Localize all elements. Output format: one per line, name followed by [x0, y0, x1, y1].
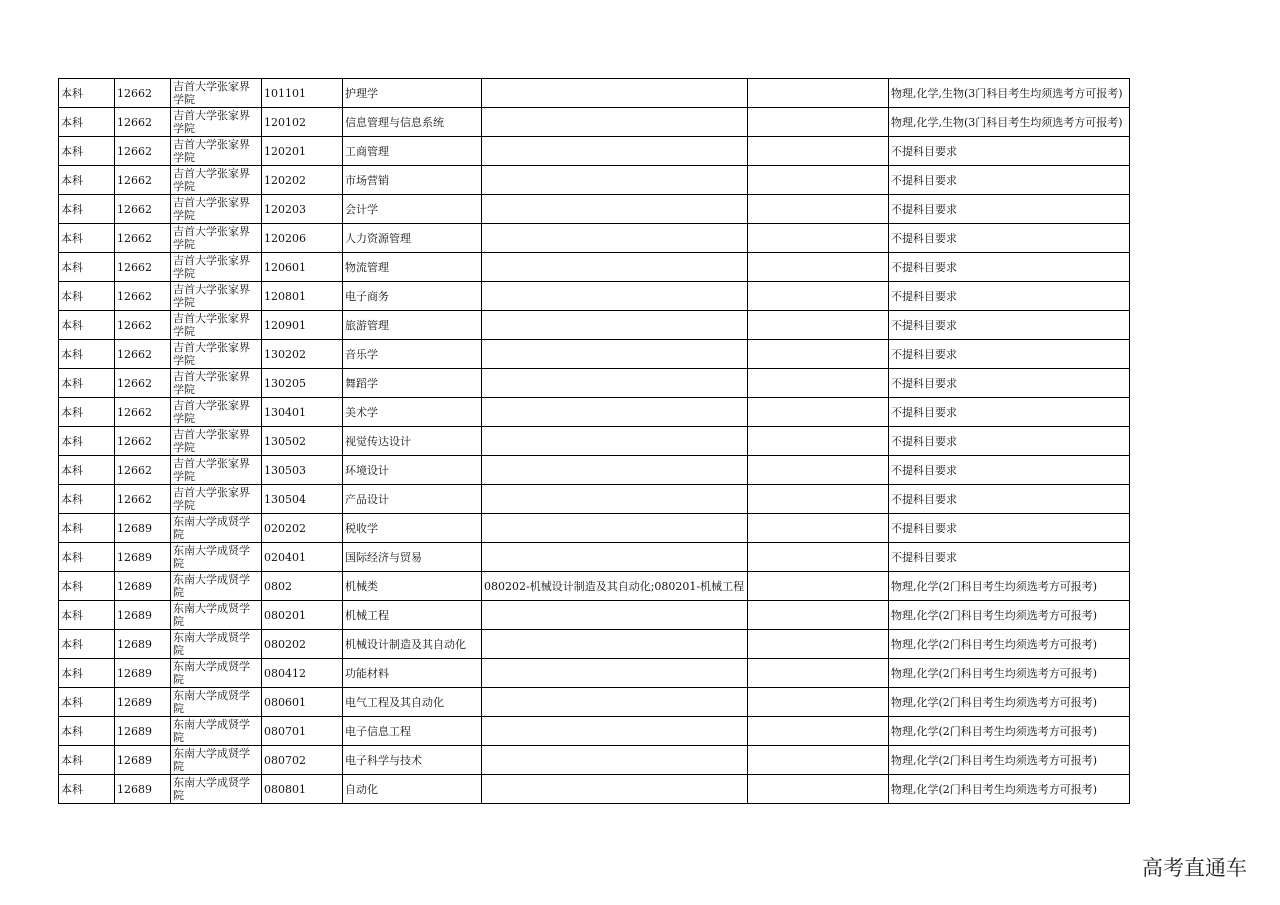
cell-major-code: 120206: [262, 224, 343, 253]
cell-level: 本科: [59, 717, 115, 746]
cell-major-name: 工商管理: [343, 137, 482, 166]
cell-major-code: 080801: [262, 775, 343, 804]
cell-major-code: 101101: [262, 79, 343, 108]
table-row: [59, 398, 1130, 427]
cell-subject-requirement: 物理,化学(2门科目考生均须选考方可报考): [889, 688, 1130, 717]
cell-major-code: 120201: [262, 137, 343, 166]
cell-major-code: 080201: [262, 601, 343, 630]
cell-school-name: 东南大学成贤学院: [171, 746, 262, 775]
cell-level: 本科: [59, 340, 115, 369]
cell-level: 本科: [59, 514, 115, 543]
cell-school-name: 吉首大学张家界学院: [171, 398, 262, 427]
cell-level: 本科: [59, 166, 115, 195]
cell-school-name: 东南大学成贤学院: [171, 659, 262, 688]
cell-level: 本科: [59, 456, 115, 485]
cell-level: 本科: [59, 775, 115, 804]
cell-major-code: 130502: [262, 427, 343, 456]
cell-major-name: 电子商务: [343, 282, 482, 311]
cell-level: 本科: [59, 543, 115, 572]
cell-major-code: 120202: [262, 166, 343, 195]
table-row: [59, 137, 1130, 166]
cell-major-code: 120601: [262, 253, 343, 282]
cell-major-code: 080701: [262, 717, 343, 746]
cell-level: 本科: [59, 311, 115, 340]
cell-major-name: 舞蹈学: [343, 369, 482, 398]
cell-school-name: 东南大学成贤学院: [171, 601, 262, 630]
table-row: [59, 427, 1130, 456]
cell-included-majors: [482, 485, 748, 514]
cell-level: 本科: [59, 137, 115, 166]
cell-school-code: 12662: [115, 456, 171, 485]
cell-major-name: 机械设计制造及其自动化: [343, 630, 482, 659]
cell-included-majors: 080202-机械设计制造及其自动化;080201-机械工程: [482, 572, 748, 601]
cell-major-name: 美术学: [343, 398, 482, 427]
cell-included-majors: [482, 659, 748, 688]
table-row: [59, 456, 1130, 485]
cell-school-name: 吉首大学张家界学院: [171, 311, 262, 340]
cell-included-majors: [482, 282, 748, 311]
cell-included-majors: [482, 137, 748, 166]
cell-school-name: 东南大学成贤学院: [171, 572, 262, 601]
cell-major-code: 130205: [262, 369, 343, 398]
cell-level: 本科: [59, 630, 115, 659]
cell-major-name: 旅游管理: [343, 311, 482, 340]
table-row: [59, 688, 1130, 717]
cell-included-majors: [482, 224, 748, 253]
cell-major-code: 020202: [262, 514, 343, 543]
cell-level: 本科: [59, 659, 115, 688]
cell-school-code: 12662: [115, 398, 171, 427]
table-row: [59, 195, 1130, 224]
cell-empty: [748, 195, 889, 224]
cell-school-code: 12662: [115, 253, 171, 282]
table-row: [59, 543, 1130, 572]
cell-included-majors: [482, 688, 748, 717]
cell-subject-requirement: 不提科目要求: [889, 427, 1130, 456]
cell-included-majors: [482, 369, 748, 398]
cell-school-name: 吉首大学张家界学院: [171, 456, 262, 485]
cell-school-name: 东南大学成贤学院: [171, 688, 262, 717]
cell-empty: [748, 630, 889, 659]
table-row: [59, 775, 1130, 804]
cell-level: 本科: [59, 572, 115, 601]
cell-subject-requirement: 物理,化学(2门科目考生均须选考方可报考): [889, 746, 1130, 775]
cell-empty: [748, 427, 889, 456]
cell-subject-requirement: 物理,化学(2门科目考生均须选考方可报考): [889, 601, 1130, 630]
cell-major-code: 020401: [262, 543, 343, 572]
cell-subject-requirement: 不提科目要求: [889, 456, 1130, 485]
table-row: [59, 79, 1130, 108]
cell-school-code: 12689: [115, 572, 171, 601]
cell-subject-requirement: 物理,化学,生物(3门科目考生均须选考方可报考): [889, 108, 1130, 137]
cell-school-code: 12689: [115, 630, 171, 659]
cell-empty: [748, 282, 889, 311]
cell-major-name: 功能材料: [343, 659, 482, 688]
cell-empty: [748, 688, 889, 717]
cell-level: 本科: [59, 253, 115, 282]
cell-school-name: 东南大学成贤学院: [171, 775, 262, 804]
cell-empty: [748, 340, 889, 369]
cell-major-name: 电子信息工程: [343, 717, 482, 746]
cell-included-majors: [482, 398, 748, 427]
subject-requirements-table: [58, 78, 1130, 804]
cell-empty: [748, 456, 889, 485]
cell-major-name: 机械类: [343, 572, 482, 601]
cell-major-name: 物流管理: [343, 253, 482, 282]
cell-included-majors: [482, 166, 748, 195]
cell-school-code: 12662: [115, 137, 171, 166]
cell-level: 本科: [59, 79, 115, 108]
table-row: [59, 485, 1130, 514]
cell-major-code: 130504: [262, 485, 343, 514]
cell-major-code: 130202: [262, 340, 343, 369]
cell-major-name: 电子科学与技术: [343, 746, 482, 775]
cell-school-code: 12662: [115, 369, 171, 398]
cell-school-name: 吉首大学张家界学院: [171, 108, 262, 137]
cell-major-code: 080412: [262, 659, 343, 688]
cell-major-name: 音乐学: [343, 340, 482, 369]
cell-major-code: 080702: [262, 746, 343, 775]
cell-empty: [748, 137, 889, 166]
cell-empty: [748, 253, 889, 282]
cell-school-code: 12662: [115, 166, 171, 195]
cell-school-code: 12689: [115, 601, 171, 630]
cell-school-code: 12662: [115, 224, 171, 253]
cell-major-name: 会计学: [343, 195, 482, 224]
cell-subject-requirement: 不提科目要求: [889, 398, 1130, 427]
cell-subject-requirement: 不提科目要求: [889, 485, 1130, 514]
table-row: [59, 224, 1130, 253]
cell-school-name: 东南大学成贤学院: [171, 514, 262, 543]
cell-major-code: 120901: [262, 311, 343, 340]
cell-major-code: 120203: [262, 195, 343, 224]
cell-school-code: 12689: [115, 659, 171, 688]
cell-subject-requirement: 物理,化学(2门科目考生均须选考方可报考): [889, 630, 1130, 659]
cell-school-code: 12662: [115, 485, 171, 514]
table-row: [59, 369, 1130, 398]
cell-school-code: 12662: [115, 340, 171, 369]
cell-empty: [748, 543, 889, 572]
table-row: [59, 340, 1130, 369]
cell-school-code: 12689: [115, 514, 171, 543]
cell-included-majors: [482, 514, 748, 543]
table-row: [59, 746, 1130, 775]
cell-school-code: 12662: [115, 108, 171, 137]
cell-empty: [748, 79, 889, 108]
cell-major-name: 机械工程: [343, 601, 482, 630]
cell-included-majors: [482, 717, 748, 746]
table-row: [59, 166, 1130, 195]
table-body: [59, 79, 1130, 804]
cell-school-name: 吉首大学张家界学院: [171, 137, 262, 166]
cell-level: 本科: [59, 282, 115, 311]
cell-empty: [748, 717, 889, 746]
cell-major-code: 120801: [262, 282, 343, 311]
cell-subject-requirement: 不提科目要求: [889, 543, 1130, 572]
cell-level: 本科: [59, 398, 115, 427]
cell-major-name: 环境设计: [343, 456, 482, 485]
cell-major-name: 电气工程及其自动化: [343, 688, 482, 717]
cell-subject-requirement: 不提科目要求: [889, 311, 1130, 340]
cell-level: 本科: [59, 485, 115, 514]
cell-included-majors: [482, 630, 748, 659]
cell-level: 本科: [59, 108, 115, 137]
cell-included-majors: [482, 195, 748, 224]
cell-level: 本科: [59, 195, 115, 224]
cell-school-code: 12689: [115, 717, 171, 746]
cell-included-majors: [482, 427, 748, 456]
cell-empty: [748, 224, 889, 253]
cell-level: 本科: [59, 369, 115, 398]
cell-included-majors: [482, 746, 748, 775]
cell-major-name: 市场营销: [343, 166, 482, 195]
cell-school-name: 吉首大学张家界学院: [171, 166, 262, 195]
cell-included-majors: [482, 253, 748, 282]
cell-school-name: 吉首大学张家界学院: [171, 340, 262, 369]
cell-major-name: 国际经济与贸易: [343, 543, 482, 572]
cell-subject-requirement: 不提科目要求: [889, 253, 1130, 282]
cell-empty: [748, 514, 889, 543]
cell-empty: [748, 775, 889, 804]
cell-level: 本科: [59, 746, 115, 775]
cell-school-name: 吉首大学张家界学院: [171, 485, 262, 514]
cell-school-name: 吉首大学张家界学院: [171, 224, 262, 253]
cell-subject-requirement: 不提科目要求: [889, 369, 1130, 398]
cell-level: 本科: [59, 224, 115, 253]
watermark: 高考直通车: [1142, 856, 1247, 880]
cell-subject-requirement: 不提科目要求: [889, 137, 1130, 166]
cell-empty: [748, 311, 889, 340]
cell-level: 本科: [59, 601, 115, 630]
cell-school-name: 吉首大学张家界学院: [171, 79, 262, 108]
cell-level: 本科: [59, 427, 115, 456]
cell-subject-requirement: 物理,化学(2门科目考生均须选考方可报考): [889, 572, 1130, 601]
table-row: [59, 601, 1130, 630]
cell-empty: [748, 572, 889, 601]
cell-included-majors: [482, 79, 748, 108]
cell-subject-requirement: 物理,化学(2门科目考生均须选考方可报考): [889, 717, 1130, 746]
cell-empty: [748, 746, 889, 775]
cell-major-name: 护理学: [343, 79, 482, 108]
cell-major-code: 0802: [262, 572, 343, 601]
cell-school-name: 吉首大学张家界学院: [171, 427, 262, 456]
cell-included-majors: [482, 456, 748, 485]
cell-school-name: 东南大学成贤学院: [171, 543, 262, 572]
cell-subject-requirement: 不提科目要求: [889, 340, 1130, 369]
cell-major-code: 080202: [262, 630, 343, 659]
cell-school-name: 吉首大学张家界学院: [171, 282, 262, 311]
cell-major-name: 产品设计: [343, 485, 482, 514]
cell-school-name: 东南大学成贤学院: [171, 630, 262, 659]
cell-school-code: 12689: [115, 775, 171, 804]
cell-major-code: 080601: [262, 688, 343, 717]
cell-subject-requirement: 不提科目要求: [889, 282, 1130, 311]
table-row: [59, 659, 1130, 688]
cell-empty: [748, 601, 889, 630]
cell-subject-requirement: 不提科目要求: [889, 514, 1130, 543]
cell-major-code: 130401: [262, 398, 343, 427]
table-row: [59, 253, 1130, 282]
cell-included-majors: [482, 543, 748, 572]
cell-major-name: 视觉传达设计: [343, 427, 482, 456]
cell-included-majors: [482, 775, 748, 804]
cell-school-code: 12662: [115, 79, 171, 108]
cell-subject-requirement: 不提科目要求: [889, 195, 1130, 224]
cell-major-name: 人力资源管理: [343, 224, 482, 253]
cell-school-name: 东南大学成贤学院: [171, 717, 262, 746]
cell-level: 本科: [59, 688, 115, 717]
cell-school-code: 12662: [115, 195, 171, 224]
cell-subject-requirement: 不提科目要求: [889, 224, 1130, 253]
cell-included-majors: [482, 311, 748, 340]
cell-empty: [748, 166, 889, 195]
cell-school-code: 12689: [115, 746, 171, 775]
cell-school-name: 吉首大学张家界学院: [171, 253, 262, 282]
cell-empty: [748, 485, 889, 514]
cell-included-majors: [482, 108, 748, 137]
cell-empty: [748, 108, 889, 137]
cell-major-name: 信息管理与信息系统: [343, 108, 482, 137]
cell-major-code: 130503: [262, 456, 343, 485]
cell-subject-requirement: 物理,化学(2门科目考生均须选考方可报考): [889, 659, 1130, 688]
cell-empty: [748, 659, 889, 688]
table-row: [59, 311, 1130, 340]
table-row: [59, 630, 1130, 659]
cell-school-name: 吉首大学张家界学院: [171, 369, 262, 398]
cell-major-name: 税收学: [343, 514, 482, 543]
table-row: [59, 572, 1130, 601]
cell-major-code: 120102: [262, 108, 343, 137]
cell-school-code: 12689: [115, 543, 171, 572]
cell-school-name: 吉首大学张家界学院: [171, 195, 262, 224]
cell-school-code: 12662: [115, 427, 171, 456]
cell-school-code: 12689: [115, 688, 171, 717]
cell-empty: [748, 369, 889, 398]
table-row: [59, 108, 1130, 137]
cell-subject-requirement: 物理,化学(2门科目考生均须选考方可报考): [889, 775, 1130, 804]
cell-school-code: 12662: [115, 311, 171, 340]
cell-school-code: 12662: [115, 282, 171, 311]
cell-major-name: 自动化: [343, 775, 482, 804]
cell-subject-requirement: 物理,化学,生物(3门科目考生均须选考方可报考): [889, 79, 1130, 108]
cell-included-majors: [482, 340, 748, 369]
cell-included-majors: [482, 601, 748, 630]
table-row: [59, 717, 1130, 746]
cell-subject-requirement: 不提科目要求: [889, 166, 1130, 195]
table-row: [59, 514, 1130, 543]
table-row: [59, 282, 1130, 311]
cell-empty: [748, 398, 889, 427]
